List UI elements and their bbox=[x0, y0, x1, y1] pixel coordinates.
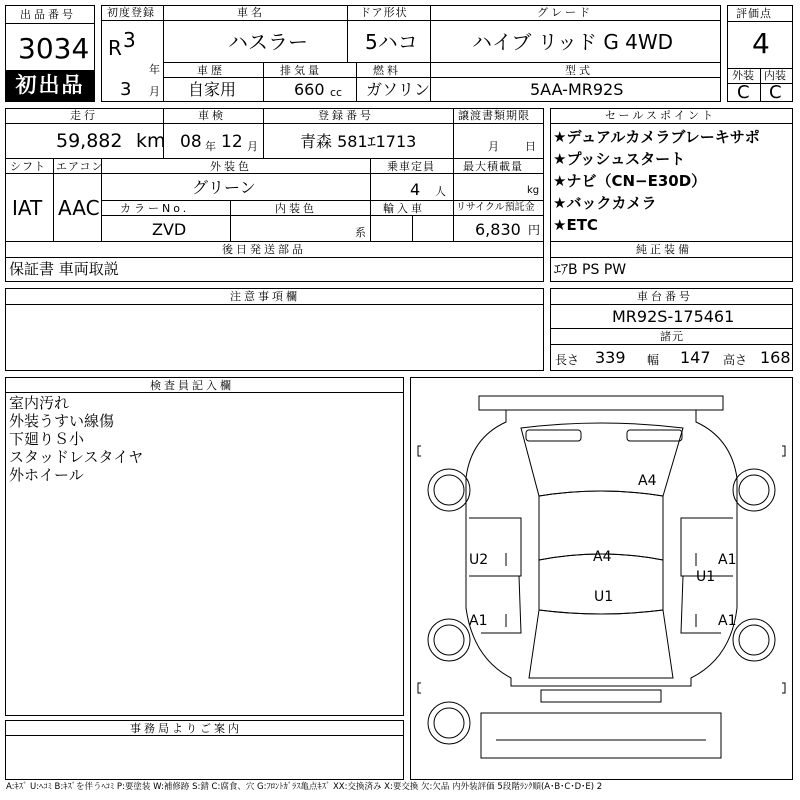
first-reg-month: 3 bbox=[120, 79, 132, 100]
import-label: 輸入車 bbox=[383, 202, 425, 215]
mileage-unit: km bbox=[136, 130, 166, 152]
later-parts: 保証書 車両取説 bbox=[9, 260, 119, 278]
equipment-label: 純正装備 bbox=[636, 243, 692, 256]
damage-mark-right-rear-door: A1 bbox=[718, 613, 737, 629]
transfer-deadline-label: 譲渡書類期限 bbox=[458, 109, 530, 122]
inspection-month: 12 bbox=[221, 132, 243, 152]
fuel: ガソリン bbox=[366, 80, 431, 99]
inspector-note-4: スタッドレスタイヤ bbox=[9, 448, 144, 466]
notes-label: 注意事項欄 bbox=[230, 290, 300, 303]
damage-mark-right-front-door: A1 bbox=[718, 552, 737, 568]
damage-mark-roof-rear: U1 bbox=[594, 589, 614, 605]
score: 4 bbox=[752, 27, 770, 60]
plate-number: 青森 581ｴ1713 bbox=[300, 132, 417, 151]
ext-color: グリーン bbox=[192, 178, 256, 197]
int-color-label: 内装色 bbox=[275, 202, 317, 215]
damage-mark-left-rear: A1 bbox=[469, 613, 488, 629]
shift-label: シフト bbox=[10, 160, 46, 173]
model-label: 型式 bbox=[565, 64, 593, 77]
length: 339 bbox=[595, 348, 626, 367]
sales-point-3: ★ナビ（CN−E30D） bbox=[553, 172, 707, 190]
max-load-unit: kg bbox=[527, 185, 540, 196]
lot-number-label: 出品番号 bbox=[20, 8, 76, 21]
first-reg-month-unit: 月 bbox=[149, 85, 160, 98]
lot-number: 3034 bbox=[18, 32, 90, 65]
capacity-unit: 人 bbox=[435, 185, 446, 198]
inspection-month-unit: 月 bbox=[247, 140, 258, 153]
int-color-unit: 系 bbox=[355, 226, 366, 239]
first-reg-label: 初度登録 bbox=[107, 6, 155, 19]
damage-mark-roof: A4 bbox=[593, 549, 612, 565]
history-label: 車歴 bbox=[197, 64, 225, 77]
sales-point-1: ★デュアルカメラブレーキサポ bbox=[553, 128, 760, 146]
damage-mark-right-rear: U1 bbox=[696, 569, 716, 585]
transfer-month-unit: 月 bbox=[488, 140, 499, 153]
first-reg-year-unit: 年 bbox=[149, 63, 160, 76]
door-label: ドア形状 bbox=[360, 6, 408, 19]
inspection-label: 車検 bbox=[198, 109, 226, 122]
ext-color-label: 外装色 bbox=[210, 160, 252, 173]
width-label: 幅 bbox=[647, 353, 660, 367]
sales-point-2: ★プッシュスタート bbox=[553, 150, 686, 168]
office-label: 事務局よりご案内 bbox=[130, 722, 242, 735]
car-name: ハスラー bbox=[228, 30, 308, 54]
model: 5AA-MR92S bbox=[530, 80, 624, 99]
color-no: ZVD bbox=[152, 220, 187, 239]
first-reg-era: R bbox=[108, 36, 122, 60]
chassis-label: 車台番号 bbox=[637, 290, 693, 303]
grade: ハイブ リッド G 4WD bbox=[472, 30, 674, 54]
sales-points-label: セールスポイント bbox=[605, 109, 717, 122]
first-listing-badge: 初出品 bbox=[6, 70, 94, 101]
interior-score: C bbox=[769, 82, 782, 103]
damage-mark-left-front-door: U2 bbox=[469, 552, 489, 568]
height-label: 高さ bbox=[723, 353, 748, 367]
grade-label: グレード bbox=[537, 6, 593, 19]
aircon: AAC bbox=[58, 196, 100, 220]
interior-label: 内装 bbox=[764, 69, 786, 82]
displacement-unit: cc bbox=[330, 86, 343, 99]
inspector-note-3: 下廻りＳ小 bbox=[9, 430, 85, 448]
shift: IAT bbox=[12, 196, 43, 220]
lot-number-box bbox=[5, 5, 95, 102]
capacity: 4 bbox=[410, 180, 421, 199]
legend: A:ｷｽﾞ U:ﾍｺﾐ B:ｷｽﾞを伴うﾍｺﾐ P:要塗装 W:補修跡 S:錆 C:腐食、穴 G:ﾌﾛﾝﾄｶﾞﾗｽ亀点ｷｽﾞ XX:交換済み X:要交換 欠:欠品 内外装評価 5段階ﾗﾝｸ順(A･B･C･D･E) 2 bbox=[6, 782, 603, 792]
car-diagram-box bbox=[410, 377, 793, 780]
sales-point-5: ★ETC bbox=[553, 216, 598, 234]
inspector-note-1: 室内汚れ bbox=[9, 394, 70, 412]
score-label: 評価点 bbox=[736, 7, 772, 20]
displacement: 660 bbox=[294, 80, 325, 99]
recycle-fee: 6,830 bbox=[475, 220, 521, 239]
inspection-year: 08 bbox=[180, 132, 202, 152]
recycle-label: リサイクル預託金 bbox=[456, 202, 535, 213]
car-name-label: 車名 bbox=[237, 6, 265, 19]
damage-mark-front-right: A4 bbox=[638, 473, 657, 489]
inspector-label: 検査員記入欄 bbox=[150, 379, 234, 392]
height: 168 bbox=[760, 348, 791, 367]
chassis-number: MR92S-175461 bbox=[612, 307, 735, 326]
recycle-unit: 円 bbox=[528, 223, 541, 237]
door-type: 5ハコ bbox=[365, 30, 418, 54]
later-parts-label: 後日発送部品 bbox=[222, 243, 306, 256]
exterior-score: C bbox=[737, 82, 750, 103]
length-label: 長さ bbox=[555, 353, 580, 367]
exterior-label: 外装 bbox=[732, 69, 754, 82]
mileage-label: 走行 bbox=[70, 109, 98, 122]
dimensions-label: 諸元 bbox=[660, 330, 684, 343]
mileage: 59,882 bbox=[56, 130, 123, 152]
color-no-label: カラーNo. bbox=[120, 202, 190, 215]
width: 147 bbox=[680, 348, 711, 367]
plate-label: 登録番号 bbox=[318, 109, 374, 122]
displacement-label: 排気量 bbox=[280, 64, 322, 77]
score-box bbox=[727, 5, 793, 102]
equipment: ｴｱB PS PW bbox=[554, 262, 627, 278]
inspection-year-unit: 年 bbox=[205, 140, 216, 153]
max-load-label: 最大積載量 bbox=[463, 160, 523, 173]
inspector-note-5: 外ホイール bbox=[9, 466, 84, 484]
aircon-label: エアコン bbox=[56, 160, 104, 173]
history: 自家用 bbox=[188, 80, 237, 99]
sales-point-4: ★バックカメラ bbox=[553, 194, 657, 212]
transfer-day-unit: 日 bbox=[525, 140, 536, 153]
capacity-label: 乗車定員 bbox=[387, 160, 435, 173]
inspector-note-2: 外装うすい線傷 bbox=[9, 412, 115, 430]
first-reg-year: 3 bbox=[123, 28, 136, 52]
car-diagram bbox=[411, 378, 792, 779]
fuel-label: 燃料 bbox=[373, 64, 401, 77]
